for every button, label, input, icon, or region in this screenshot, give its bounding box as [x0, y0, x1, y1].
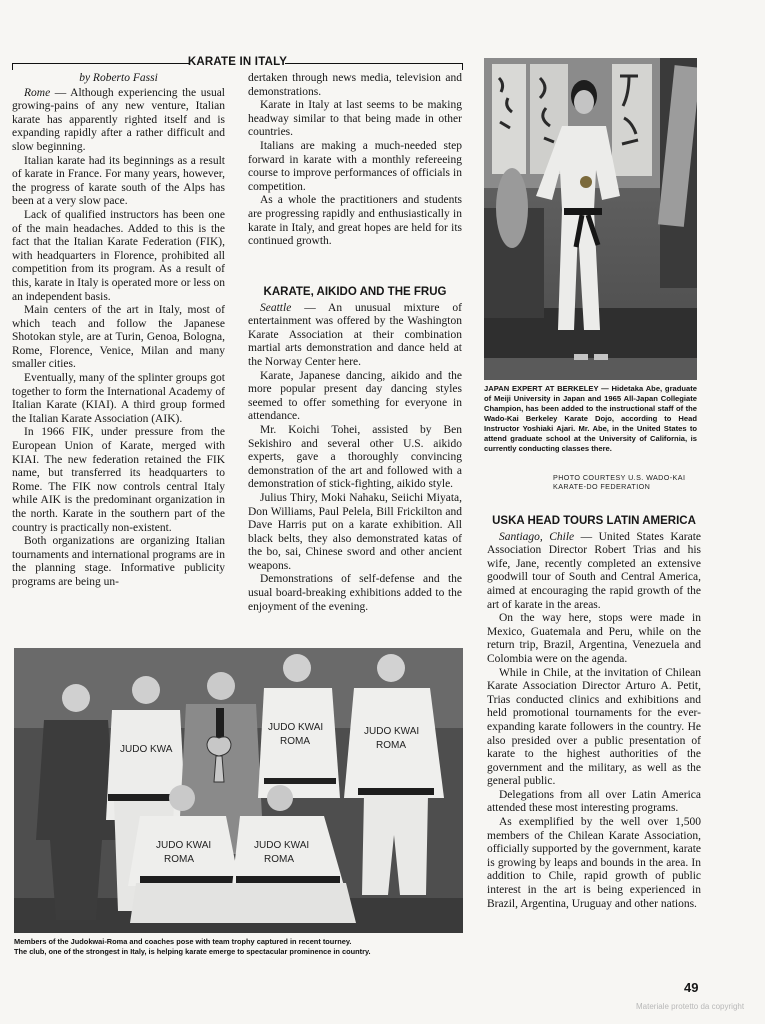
paragraph: Delegations from all over Latin America attended these most interesting programs. [487, 788, 701, 815]
jacket-lettering: JUDO KWAI [364, 726, 420, 737]
page-number: 49 [684, 980, 699, 995]
paragraph: Julius Thiry, Moki Nahaku, Seiichi Miyata, Don Williams, Paul Pelela, Bill Frickilton and Dave Harris put on a karate exhibition. All black belts, they also demonstrated katas of the bo, sai, Chinese sword and other ancient weapons. [248, 491, 462, 572]
paragraph: dertaken through news media, television and demonstrations. [248, 72, 462, 98]
dateline: Seattle [260, 301, 292, 314]
paragraph: Main centers of the art in Italy, most of which teach and follow the Japanese Shotokan style, are at Turin, Genoa, Bologna, Rome, Florence, Venice, Milan and many smaller cities. [12, 304, 225, 371]
jacket-lettering: ROMA [280, 736, 310, 747]
photo-credit-line-1: PHOTO COURTESY U.S. WADO-KAI [553, 473, 686, 482]
paragraph: Karate in Italy at last seems to be making headway similar to that being made in other countries. [248, 99, 462, 139]
jacket-lettering: ROMA [164, 854, 194, 865]
jacket-lettering: ROMA [376, 740, 406, 751]
article-title: KARATE IN ITALY [187, 56, 288, 68]
article-uska [487, 515, 701, 911]
article-frug [248, 286, 462, 614]
photo-team-caption-line-2: The club, one of the strongest in Italy, is helping karate emerge to spectacular prominence in country. [14, 947, 371, 956]
jacket-lettering: ROMA [264, 854, 294, 865]
paragraph: Mr. Koichi Tohei, assisted by Ben Sekishiro and several other U.S. aikido experts, gave a thoroughly convincing demonstration of the art and followed with a demonstration of stick-fighting, aikido style. [248, 423, 462, 491]
jacket-lettering: JUDO KWAI [156, 840, 212, 851]
paragraph: While in Chile, at the invitation of Chilean Karate Association Director Arturo A. Petit, Trias conducted clinics and exhibitions and held promotional tournaments for the ever-expanding karate followers in the country. He also presided over a public presentation of karate to the highest authorities of the government and the military, as well as the general public. [487, 666, 701, 788]
photo-team-caption-line-1: Members of the Judokwai-Roma and coaches pose with team trophy captured in recent tourney. [14, 937, 352, 946]
paragraph: Lack of qualified instructors has been one of the main headaches. Added to this is the fact that the Italian Karate Federation (FIK), with headquarters in Florence, prohibited all competition from its program. As a result of this, karate in Italy is operated more or less on an independent basis. [12, 208, 225, 303]
paragraph: Karate, Japanese dancing, aikido and the more popular present day dancing styles seemed to offer something for everyone in attendance. [248, 369, 462, 423]
section-header-karate-in-italy [12, 56, 463, 68]
article-title: KARATE, AIKIDO AND THE FRUG [263, 286, 447, 298]
dateline: Santiago, Chile [499, 530, 575, 543]
article-italy-column-1 [12, 72, 225, 590]
article-italy-column-2 [248, 72, 462, 249]
paragraph: Demonstrations of self-defense and the usual board-breaking exhibitions added to the enjoyment of the evening. [248, 573, 462, 613]
jacket-lettering: JUDO KWA [120, 744, 173, 755]
paragraph: Both organizations are organizing Italian tournaments and international programs are in the planning stage. Informative publicity programs are being un- [12, 535, 225, 588]
photo-hidetaka-abe [484, 58, 697, 380]
article-title: USKA HEAD TOURS LATIN AMERICA [492, 515, 696, 527]
paragraph: On the way here, stops were made in Mexico, Guatemala and Peru, while on the return trip, Brazil, Argentina, Venezuela and Colombia were on the agenda. [487, 612, 701, 665]
jacket-lettering: JUDO KWAI [268, 722, 324, 733]
team-photo-illustration [14, 648, 463, 933]
paragraph: Italians are making a much-needed step forward in karate with a monthly refereeing course to improve performances of officials in competition. [248, 139, 462, 193]
jacket-lettering: JUDO KWAI [254, 840, 310, 851]
karateka-photo-illustration [484, 58, 697, 380]
paragraph: Italian karate had its beginnings as a result of karate in France. For many years, however, the progress of karate south of the Alps has been at a very slow pace. [12, 154, 225, 208]
paragraph: As a whole the practitioners and students are progressing rapidly and enthusiastically in karate in Italy, and great hopes are held for its continued growth. [248, 194, 462, 248]
dateline: Rome [24, 86, 51, 99]
paragraph: Rome — Although experiencing the usual growing-pains of any new venture, Italian karate has apparently righted itself and is expanding rapidly after a rather difficult and slow beginning. [12, 86, 225, 153]
copyright-watermark: Materiale protetto da copyright [636, 1002, 745, 1011]
byline: by Roberto Fassi [79, 72, 158, 84]
photo-judokwai-roma-team [14, 648, 463, 933]
paragraph: In 1966 FIK, under pressure from the European Union of Karate, merged with KIAI. The new federation retained the FIK name, but transferred its headquarters to Rome. The FIK now controls central Italy while AIK is the predominant organization in the north. Karate in the southern part of the country is practically non-existent. [12, 426, 225, 534]
paragraph: Seattle — An unusual mixture of entertainment was offered by the Washington Karate Association at their combination martial arts demonstration and dance held at the Norway Center here. [248, 301, 462, 368]
photo-credit-line-2: KARATE-DO FEDERATION [553, 482, 651, 491]
photo-abe-caption: JAPAN EXPERT AT BERKELEY — Hidetaka Abe, graduate of Meiji University in Japan and 1965 All-Japan Collegiate Champion, has been added to the instructional staff of the Wado-Kai Berkeley Karate Dojo, according to Head Instructor Yoshiaki Ajari. Mr. Abe, in the United States to attend graduate school at the University of California, is currently conducting classes there. [484, 384, 697, 453]
paragraph: As exemplified by the well over 1,500 members of the Chilean Karate Association, officially supported by the government, karate is growing by leaps and bounds in the area. In addition to Chile, rapid growth of public interest in the art is being experienced in Brazil, Argentina, Uruguay and other nations. [487, 816, 701, 910]
paragraph: Santiago, Chile — United States Karate Association Director Robert Trias and his wife, Jane, recently completed an extensive goodwill tour of South and Central America, aimed at encouraging the rapid growth of the art of karate in the areas. [487, 530, 701, 611]
paragraph: Eventually, many of the splinter groups got together to form the International Academy of Italian Karate (KIAI). A third group formed the Italian Karate Association (AIK). [12, 372, 225, 425]
